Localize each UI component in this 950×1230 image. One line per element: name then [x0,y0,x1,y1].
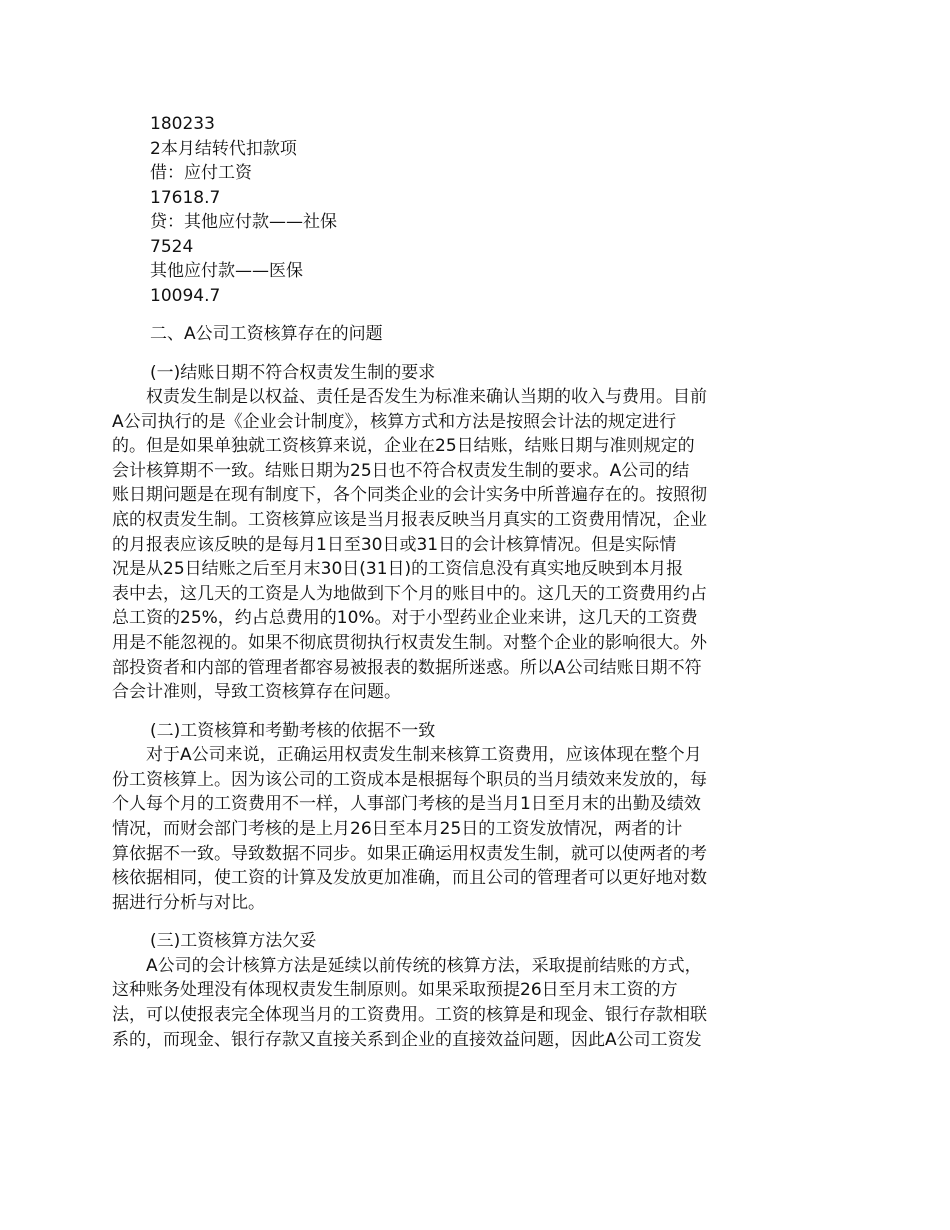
paragraph-line: A公司的会计核算方法是延续以前传统的核算方法，采取提前结账的方式， [112,955,702,976]
entry-line: 17618.7 [150,187,221,208]
section-heading: (一)结账日期不符合权责发生制的要求 [150,362,436,383]
entry-line: 10094.7 [150,285,221,306]
document-body [112,112,768,1052]
entry-line: 2本月结转代扣款项 [150,138,297,159]
paragraph-line: 况是从25日结账之后至月末30日(31日)的工资信息没有真实地反映到本月报 [112,559,684,580]
section-title: 二、A公司工资核算存在的问题 [150,324,383,344]
spacer [112,915,768,929]
paragraph-line: 系的，而现金、银行存款又直接关系到企业的直接效益问题，因此A公司工资发 [112,1029,702,1050]
section-1 [112,361,768,705]
spacer [112,705,768,719]
spacer [112,347,768,361]
section-2 [112,719,768,916]
paragraph-line: 份工资核算上。因为该公司的工资成本是根据每个职员的当月绩效来发放的，每 [112,769,707,790]
journal-entries [112,112,768,308]
entry-line: 180233 [150,114,215,134]
paragraph-line: 对于A公司来说，正确运用权责发生制来核算工资费用，应该体现在整个月 [112,745,702,766]
spacer [112,308,768,322]
paragraph-line: 个人每个月的工资费用不一样，人事部门考核的是当月1日至月末的出勤及绩效 [112,794,701,815]
paragraph-line: 算依据不一致。导致数据不同步。如果正确运用权责发生制，就可以使两者的考 [112,843,707,864]
paragraph-line: 法，可以使报表完全体现当月的工资费用。工资的核算是和现金、银行存款相联 [112,1005,707,1026]
section-heading: (三)工资核算方法欠妥 [150,931,317,952]
paragraph-line: 账日期问题是在现有制度下，各个同类企业的会计实务中所普遍存在的。按照彻 [112,485,707,506]
paragraph-line: 部投资者和内部的管理者都容易被报表的数据所迷惑。所以A公司结账日期不符 [112,657,702,678]
paragraph-line: 用是不能忽视的。如果不彻底贯彻执行权责发生制。对整个企业的影响很大。外 [112,632,707,653]
paragraph-line: 会计核算期不一致。结账日期为25日也不符合权责发生制的要求。A公司的结 [112,460,690,481]
entry-line: 借：应付工资 [150,163,252,183]
section-heading: (二)工资核算和考勤考核的依据不一致 [150,720,436,741]
paragraph-line: 合会计准则，导致工资核算存在问题。 [112,682,401,703]
paragraph-line: 表中去，这几天的工资是人为地做到下个月的账目中的。这几天的工资费用约占 [112,583,707,604]
paragraph-line: 的。但是如果单独就工资核算来说，企业在25日结账，结账日期与准则规定的 [112,436,695,457]
paragraph-line: 的月报表应该反映的是每月1日至30日或31日的会计核算情况。但是实际情 [112,534,677,555]
paragraph-line: 权责发生制是以权益、责任是否发生为标准来确认当期的收入与费用。目前 [112,387,707,407]
entry-line: 7524 [150,236,194,257]
entry-line: 贷：其他应付款——社保 [150,212,337,232]
paragraph-line: 情况，而财会部门考核的是上月26日至本月25日的工资发放情况，两者的计 [112,819,683,839]
paragraph-line: A公司执行的是《企业会计制度》，核算方式和方法是按照会计法的规定进行 [112,411,677,432]
paragraph-line: 这种账务处理没有体现权责发生制原则。如果采取预提26日至月末工资的方 [112,980,678,1001]
entry-line: 其他应付款——医保 [150,261,303,281]
paragraph-line: 核依据相同，使工资的计算及发放更加准确，而且公司的管理者可以更好地对数 [112,868,707,889]
paragraph-line: 据进行分析与对比。 [112,892,265,913]
paragraph-line: 底的权责发生制。工资核算应该是当月报表反映当月真实的工资费用情况，企业 [112,509,707,530]
paragraph-line: 总工资的25%，约占总费用的10%。对于小型药业企业来讲，这几天的工资费 [112,608,698,629]
section-3 [112,929,768,1052]
